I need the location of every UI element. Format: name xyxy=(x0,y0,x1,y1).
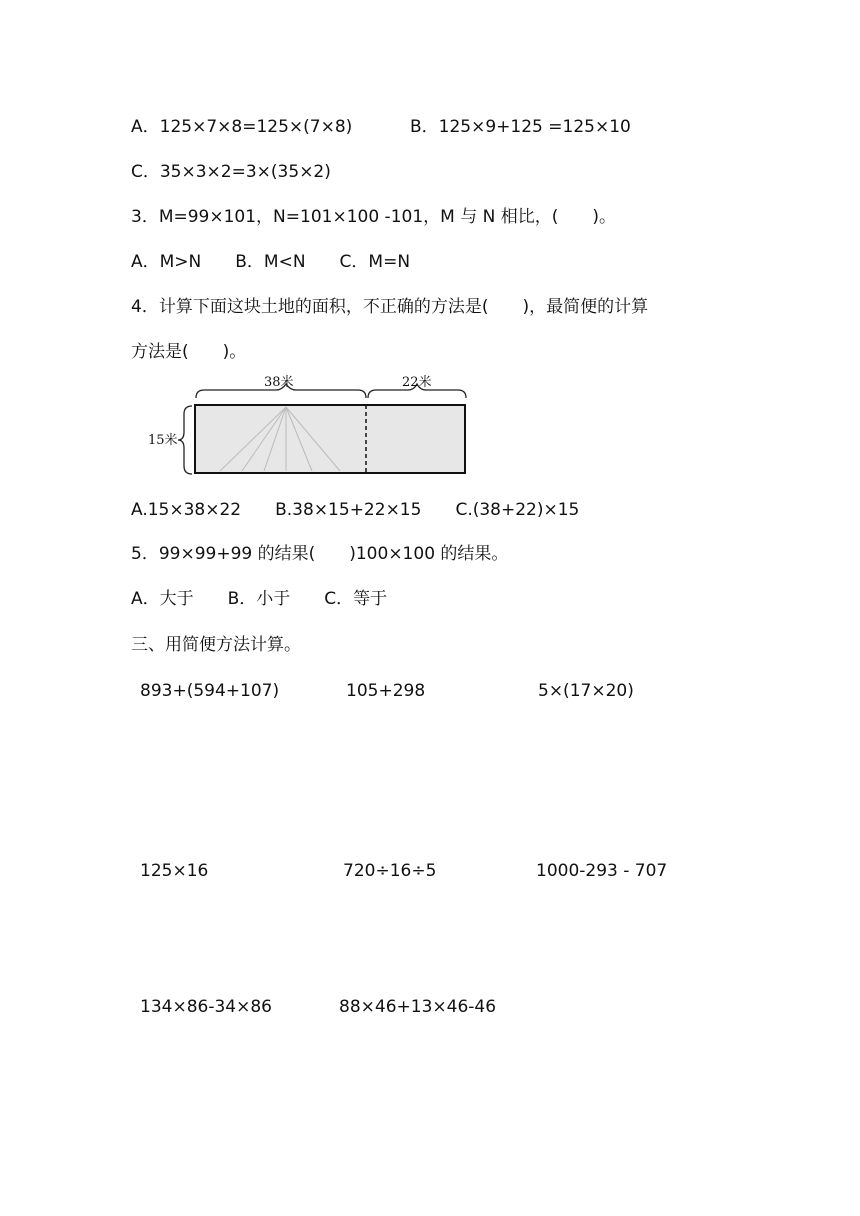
q4-options: A.15×38×22 B.38×15+22×15 C.(38+22)×15 xyxy=(131,500,580,520)
land-rectangle xyxy=(195,405,465,473)
calc-item: 720÷16÷5 xyxy=(343,861,437,881)
q2-option-a: A．125×7×8=125×(7×8) xyxy=(131,117,353,137)
land-area-figure xyxy=(140,374,480,484)
q3-stem: 3．M=99×101，N=101×100 -101，M 与 N 相比，( )。 xyxy=(131,207,616,227)
calc-item: 88×46+13×46-46 xyxy=(339,997,497,1017)
calc-item: 1000-293 - 707 xyxy=(536,861,668,881)
label-22m: 22米 xyxy=(402,375,432,390)
q3-options: A．M>N B．M<N C．M=N xyxy=(131,252,411,272)
q2-option-c: C．35×3×2=3×(35×2) xyxy=(131,162,331,182)
calc-item: 134×86-34×86 xyxy=(140,997,272,1017)
label-38m: 38米 xyxy=(264,375,294,390)
section3-title: 三、用简便方法计算。 xyxy=(131,635,301,655)
calc-item: 893+(594+107) xyxy=(140,681,280,701)
q4-stem-line1: 4．计算下面这块土地的面积，不正确的方法是( )，最简便的计算 xyxy=(131,297,649,317)
q2-option-b: B．125×9+125 =125×10 xyxy=(410,117,631,137)
label-15m: 15米 xyxy=(148,433,178,448)
q4-stem-line2: 方法是( )。 xyxy=(131,342,247,362)
q5-stem: 5．99×99+99 的结果( )100×100 的结果。 xyxy=(131,544,509,564)
q5-options: A．大于 B．小于 C．等于 xyxy=(131,589,388,609)
calc-item: 105+298 xyxy=(346,681,426,701)
calc-item: 5×(17×20) xyxy=(538,681,634,701)
left-brace xyxy=(178,406,192,474)
calc-item: 125×16 xyxy=(140,861,209,881)
